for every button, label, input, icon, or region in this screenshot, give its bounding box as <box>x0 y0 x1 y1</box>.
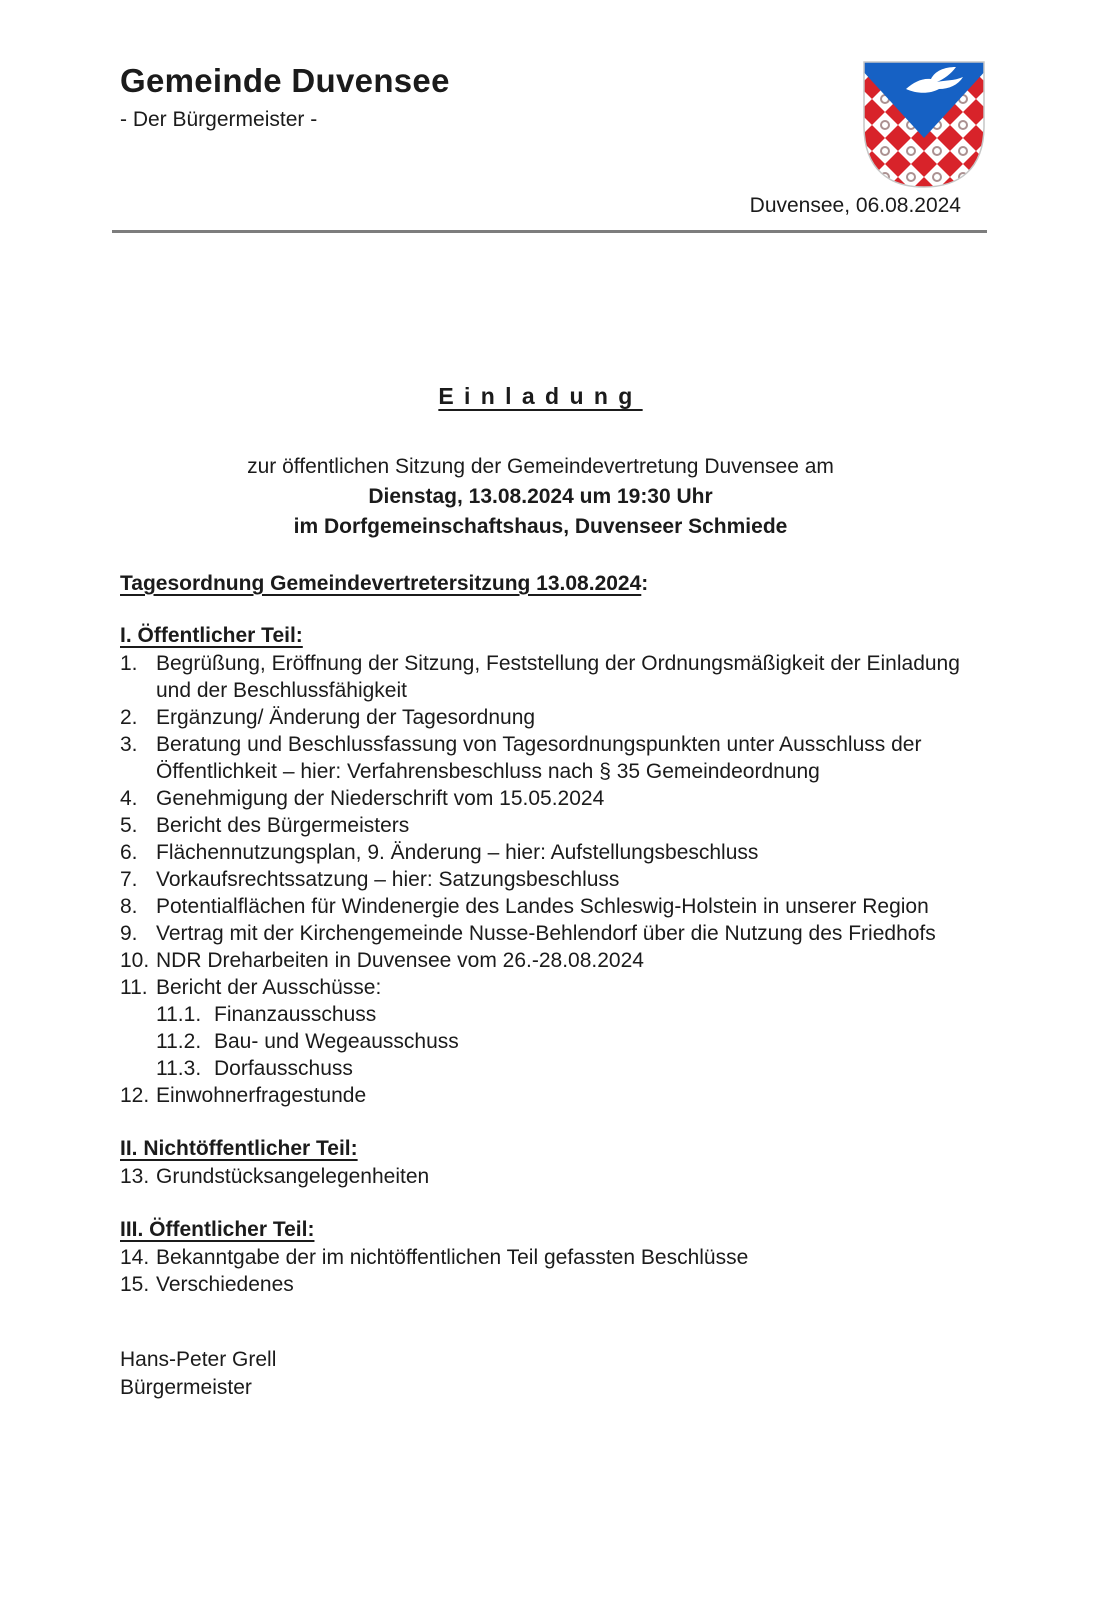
agenda-item-1 <box>120 650 961 704</box>
item-text: Bau- und Wegeausschuss <box>214 1029 459 1053</box>
item-text: Bericht der Ausschüsse: <box>156 975 382 999</box>
item-number: 12. <box>120 1083 150 1107</box>
intro-line-occasion: zur öffentlichen Sitzung der Gemeindevertretung Duvensee am <box>247 454 834 478</box>
agenda-list-1 <box>120 650 961 1109</box>
item-text: Finanzausschuss <box>214 1002 377 1026</box>
coat-of-arms <box>860 58 988 192</box>
item-text: Bericht des Bürgermeisters <box>156 813 410 837</box>
letterhead <box>120 62 961 132</box>
item-text: Ergänzung/ Änderung der Tagesordnung <box>156 705 536 729</box>
item-number: 8. <box>120 894 138 918</box>
section-heading-2 <box>120 1137 961 1161</box>
agenda-item-11-2 <box>120 1028 961 1055</box>
section-heading-2-text: II. Nichtöffentlicher Teil: <box>120 1136 358 1160</box>
item-number: 6. <box>120 840 138 864</box>
section-heading-3-text: III. Öffentlicher Teil: <box>120 1217 315 1241</box>
title-block <box>120 383 961 410</box>
document-title: Einladung <box>438 382 643 409</box>
agenda-item-15 <box>120 1271 961 1298</box>
item-number: 11.2. <box>156 1029 202 1053</box>
agenda-item-2 <box>120 704 961 731</box>
intro-line-location: im Dorfgemeinschaftshaus, Duvenseer Schmiede <box>293 514 788 538</box>
signature-name: Hans-Peter Grell <box>120 1347 277 1371</box>
section-heading-1 <box>120 624 961 648</box>
item-number: 10. <box>120 948 150 972</box>
agenda-item-8 <box>120 893 961 920</box>
item-number: 15. <box>120 1272 150 1296</box>
signature-role: Bürgermeister <box>120 1375 252 1399</box>
item-number: 14. <box>120 1245 150 1269</box>
agenda-section-nonpublic <box>120 1137 961 1190</box>
invitation-intro <box>120 452 961 542</box>
item-text: Flächennutzungsplan, 9. Änderung – hier: Aufstellungsbeschluss <box>156 840 759 864</box>
signature-block <box>120 1346 961 1402</box>
item-text: Dorfausschuss <box>214 1056 353 1080</box>
agenda-section-public-2 <box>120 1218 961 1298</box>
agenda-heading <box>120 572 961 596</box>
agenda-item-14 <box>120 1244 961 1271</box>
item-text: Beratung und Beschlussfassung von Tagesordnungspunkten unter Ausschluss der Öffentlichkeit – hier: Verfahrensbeschluss nach § 35 Gemeindeordnung <box>156 732 922 783</box>
agenda-list-2 <box>120 1163 961 1190</box>
item-number: 1. <box>120 651 138 675</box>
agenda-item-11-3 <box>120 1055 961 1082</box>
item-number: 11. <box>120 975 148 999</box>
item-number: 2. <box>120 705 138 729</box>
item-text: Einwohnerfragestunde <box>156 1083 367 1107</box>
item-text: Begrüßung, Eröffnung der Sitzung, Feststellung der Ordnungsmäßigkeit der Einladung und der Beschlussfähigkeit <box>156 651 960 702</box>
item-number: 11.1. <box>156 1002 202 1026</box>
agenda-item-11 <box>120 974 961 1001</box>
item-text: Genehmigung der Niederschrift vom 15.05.2024 <box>156 786 605 810</box>
item-text: Potentialflächen für Windenergie des Landes Schleswig-Holstein in unserer Region <box>156 894 929 918</box>
municipality-name: Gemeinde Duvensee <box>120 62 450 99</box>
agenda-item-9 <box>120 920 961 947</box>
agenda-heading-colon: : <box>641 571 649 595</box>
item-text: Bekanntgabe der im nichtöffentlichen Teil gefassten Beschlüsse <box>156 1245 749 1269</box>
place-date-line: Duvensee, 06.08.2024 <box>749 193 961 217</box>
item-text: Vorkaufsrechtssatzung – hier: Satzungsbeschluss <box>156 867 620 891</box>
item-text: NDR Dreharbeiten in Duvensee vom 26.-28.08.2024 <box>156 948 644 972</box>
agenda-item-10 <box>120 947 961 974</box>
coat-of-arms-graphic <box>860 58 988 192</box>
item-number: 7. <box>120 867 138 891</box>
office-subtitle: - Der Bürgermeister - <box>120 107 318 131</box>
agenda-section-public-1 <box>120 624 961 1109</box>
item-number: 3. <box>120 732 138 756</box>
agenda-item-11-1 <box>120 1001 961 1028</box>
agenda-list-3 <box>120 1244 961 1298</box>
header-divider <box>112 230 987 233</box>
agenda-item-12 <box>120 1082 961 1109</box>
agenda-item-13 <box>120 1163 961 1190</box>
agenda-heading-text: Tagesordnung Gemeindevertretersitzung 13.08.2024 <box>120 571 642 595</box>
item-text: Grundstücksangelegenheiten <box>156 1164 430 1188</box>
agenda-item-3 <box>120 731 961 785</box>
agenda-item-7 <box>120 866 961 893</box>
item-text: Verschiedenes <box>156 1272 294 1296</box>
section-heading-1-text: I. Öffentlicher Teil: <box>120 623 303 647</box>
section-heading-3 <box>120 1218 961 1242</box>
item-number: 13. <box>120 1164 150 1188</box>
item-number: 9. <box>120 921 138 945</box>
agenda-item-5 <box>120 812 961 839</box>
item-number: 5. <box>120 813 138 837</box>
agenda-item-6 <box>120 839 961 866</box>
agenda-item-4 <box>120 785 961 812</box>
item-number: 11.3. <box>156 1056 202 1080</box>
intro-line-datetime: Dienstag, 13.08.2024 um 19:30 Uhr <box>368 484 713 508</box>
item-text: Vertrag mit der Kirchengemeinde Nusse-Behlendorf über die Nutzung des Friedhofs <box>156 921 936 945</box>
item-number: 4. <box>120 786 138 810</box>
